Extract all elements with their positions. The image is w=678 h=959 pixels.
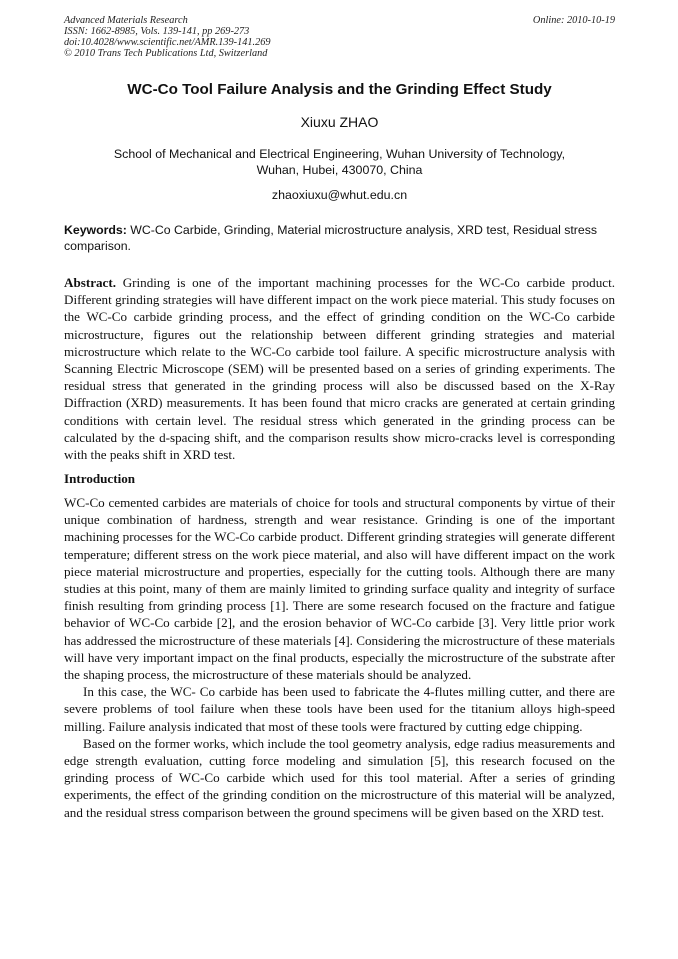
running-header: [64, 15, 615, 59]
online-date: Online: 2010-10-19: [532, 15, 615, 26]
section-heading-introduction: Introduction: [64, 471, 136, 486]
affiliation-line-1: School of Mechanical and Electrical Engineering, Wuhan University of Technology,: [113, 147, 566, 161]
journal-name: Advanced Materials Research: [64, 15, 188, 26]
keywords-text: WC-Co Carbide, Grinding, Material microstructure analysis, XRD test, Residual stress comparison.: [64, 223, 598, 253]
keywords-label: Keywords:: [64, 223, 127, 237]
paragraph: WC-Co cemented carbides are materials of choice for tools and structural components by virtue of their unique combination of hardness, strength and wear resistance. Grinding is one of the important machining processes for the WC-Co carbide product. Different grinding strategies will generate different temperature; different stress on the work piece material, and also will have different impact on the work piece material microstructure and properties, especially for the cutting tools. Although there are many studies at this point, many of them are mainly limited to grinding surface quality and integrity of surface finish resulting from grinding process [1]. There are some research focused on the fracture and fatigue behavior of WC-Co carbide [2], and the erosion behavior of WC-Co carbide [3]. Very little prior work has addressed the microstructure of these materials [4]. Considering the microstructure of these materials will have very important impact on the final products, especially the microstructure of the substrate after the shaping process, the microstructure of these materials should be analyzed.: [64, 495, 615, 683]
doi-line: doi:10.4028/www.scientific.net/AMR.139-141.269: [64, 37, 271, 48]
introduction-body: [64, 494, 615, 821]
author-name: Xiuxu ZHAO: [300, 114, 379, 130]
issn-line: ISSN: 1662-8985, Vols. 139-141, pp 269-273: [64, 26, 250, 37]
paper-title: WC-Co Tool Failure Analysis and the Grinding Effect Study: [127, 81, 552, 98]
affiliation-line-2: Wuhan, Hubei, 430070, China: [256, 163, 423, 177]
abstract-label: Abstract.: [64, 275, 116, 290]
abstract-text: Grinding is one of the important machining processes for the WC-Co carbide product. Different grinding strategies will have different impact on the work piece material. This study focuses on the WC-Co carbide grinding process, and the effect of grinding condition on the WC-Co carbide microstructure, figures out the relationship between different grinding strategies and material microstructure which relate to the WC-Co carbide tool failure. A specific microstructure analysis with Scanning Electric Microscope (SEM) will be presented based on a series of grinding experiments. The residual stress that generated in the grinding process will also be discussed based on the X-Ray Diffraction (XRD) measurements. It has been found that micro cracks are generated at certain grinding conditions with certain level. The residual stress which generated in the grinding process can be calculated by the d-spacing shift, and the comparison results show micro-cracks level is corresponding with the peaks shift in XRD test.: [64, 275, 615, 463]
affiliation: [64, 146, 615, 178]
author-email: zhaoxiuxu@whut.edu.cn: [271, 188, 408, 202]
paragraph: Based on the former works, which include the tool geometry analysis, edge radius measurements and edge strength evaluation, cutting force modeling and simulation [5], this research focused on the grinding process of WC-Co carbide which used for this tool material. After a series of grinding experiments, the effect of the grinding condition on the microstructure of this material will be analyzed, and the residual stress comparison between the ground specimens will be given based on the XRD test.: [64, 735, 615, 820]
keywords: [64, 222, 615, 254]
paragraph: In this case, the WC- Co carbide has been used to fabricate the 4-flutes milling cutter, and there are severe problems of tool failure when these tools have been used for the titanium alloys high-speed milling. Failure analysis indicated that most of these tools were fractured by cutting edge chipping.: [64, 684, 615, 734]
copyright-line: © 2010 Trans Tech Publications Ltd, Switzerland: [64, 48, 268, 59]
abstract: [64, 274, 615, 463]
